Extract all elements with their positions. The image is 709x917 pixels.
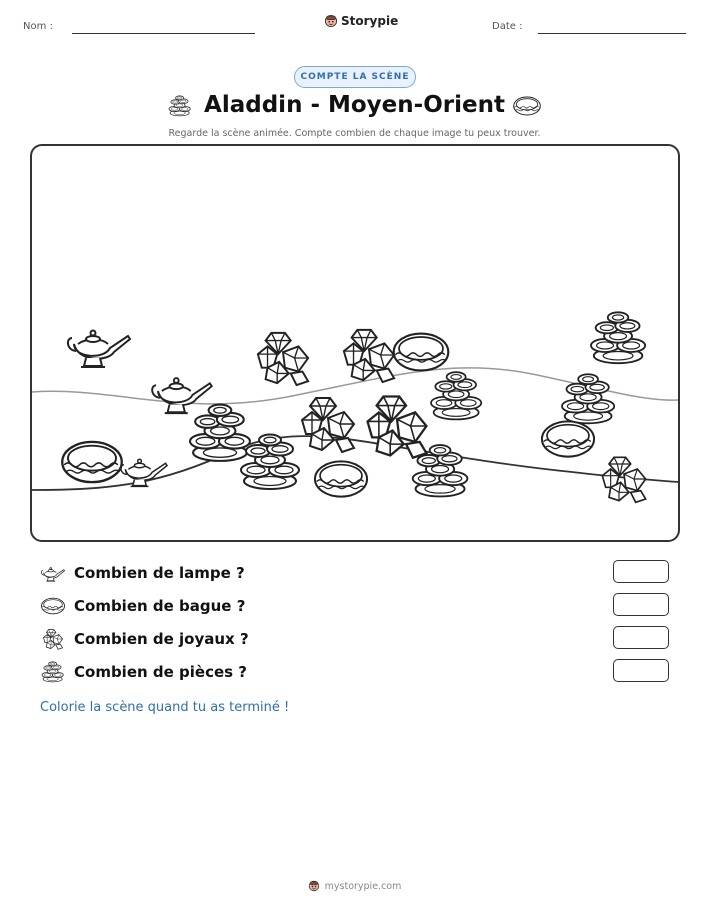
scene-gems xyxy=(368,397,427,458)
coins-icon xyxy=(40,661,66,683)
page-subtitle: Regarde la scène animée. Compte combien de chaque image tu peux trouver. xyxy=(168,128,541,139)
ring-icon xyxy=(40,596,66,616)
ring-title-icon xyxy=(512,95,542,117)
scene-coins xyxy=(591,312,645,363)
answer-box-gems[interactable] xyxy=(613,626,669,649)
date-field[interactable] xyxy=(538,33,686,34)
scene-gems xyxy=(344,330,394,382)
brand-logo xyxy=(324,14,398,28)
question-label: Combien de bague ? xyxy=(74,597,246,615)
question-label: Combien de lampe ? xyxy=(74,564,245,582)
lamp-icon xyxy=(40,563,66,583)
name-label: Nom : xyxy=(23,21,53,32)
footer-url[interactable]: mystorypie.com xyxy=(324,880,402,892)
scene-coins xyxy=(190,405,250,461)
scene-ring xyxy=(394,334,449,371)
scene-coins xyxy=(431,372,481,419)
scene-ring xyxy=(62,442,122,482)
gems-icon xyxy=(40,628,66,650)
scene-lamp xyxy=(121,459,167,486)
scene-ring xyxy=(315,461,367,496)
scene-gems xyxy=(602,457,645,502)
footer xyxy=(0,880,709,892)
storypie-mascot-icon xyxy=(324,14,338,28)
scene-ring xyxy=(542,421,594,456)
question-label: Combien de pièces ? xyxy=(74,663,247,681)
question-row-ring xyxy=(40,594,245,618)
answer-box-ring[interactable] xyxy=(613,593,669,616)
scene-lamp xyxy=(68,331,130,368)
question-label: Combien de joyaux ? xyxy=(74,630,249,648)
scene-lamp xyxy=(152,378,212,413)
closing-instruction: Colorie la scène quand tu as terminé ! xyxy=(40,700,290,715)
name-field[interactable] xyxy=(72,33,255,34)
page-title: Aladdin - Moyen-Orient xyxy=(204,92,505,118)
answer-box-lamp[interactable] xyxy=(613,560,669,583)
answer-box-coins[interactable] xyxy=(613,659,669,682)
brand-name: Storypie xyxy=(341,14,399,28)
activity-badge: COMPTE LA SCÈNE xyxy=(294,66,416,88)
date-label: Date : xyxy=(492,21,523,32)
storypie-mascot-icon xyxy=(308,880,320,892)
scene-gems xyxy=(258,333,308,385)
counting-scene xyxy=(30,144,680,542)
scene-gems xyxy=(302,398,354,452)
scene-drawing xyxy=(32,146,678,540)
question-row-coins xyxy=(40,660,247,684)
question-row-gems xyxy=(40,627,249,651)
question-row-lamp xyxy=(40,561,245,585)
